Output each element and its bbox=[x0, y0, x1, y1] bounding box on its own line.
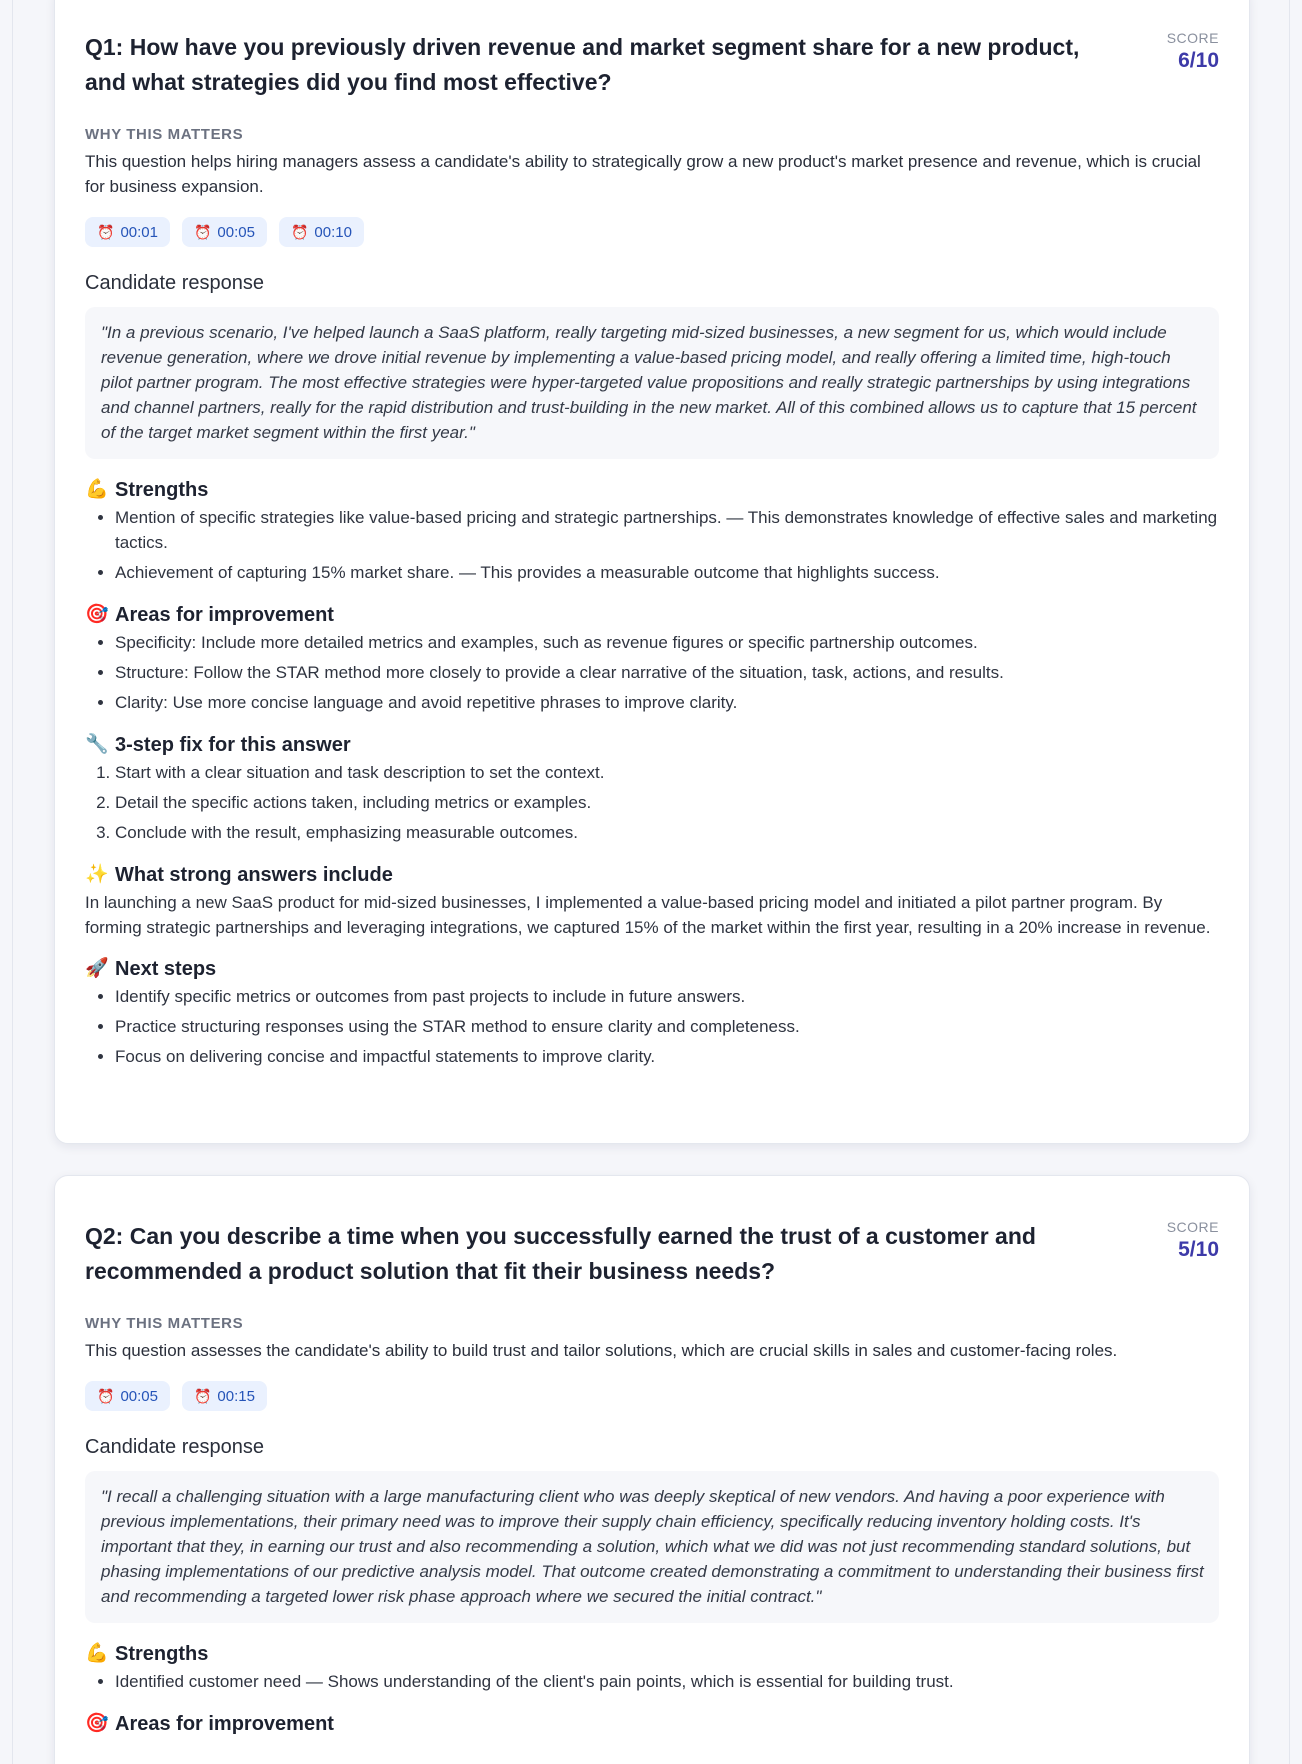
candidate-response-quote: "I recall a challenging situation with a large manufacturing client who was deeply skeptical of new vendors. And having a poor experience with previous implementations, their primary need was to improve their supply chain efficiency, specifically reducing inventory holding costs. It's important that they, in earning our trust and also recommending a solution, which what we did was not just recommending standard solutions, but phasing implementations of our predictive analysis model. That outcome created demonstrating a commitment to understanding their business first and recommending a targeted lower risk phase approach where we secured the initial contract." bbox=[85, 1471, 1219, 1623]
strengths-list bbox=[85, 505, 1219, 585]
improvement-heading bbox=[85, 602, 1219, 628]
next-steps-label: Next steps bbox=[115, 958, 217, 980]
question-title: Q1: How have you previously driven revenue and market segment share for a new product, and what strategies did you find most effective? bbox=[85, 34, 1080, 95]
list-item: 3. Conclude with the result, emphasizing measurable outcomes. bbox=[115, 820, 1219, 845]
candidate-response-label: Candidate response bbox=[85, 1436, 265, 1458]
timestamp-value: 00:05 bbox=[120, 1387, 158, 1405]
list-item: • Focus on delivering concise and impactful statements to improve clarity. bbox=[115, 1044, 1219, 1069]
score-value: 6/10 bbox=[1178, 49, 1219, 72]
left-gutter-line bbox=[12, 0, 13, 1764]
list-item: • Clarity: Use more concise language and avoid repetitive phrases to improve clarity. bbox=[115, 690, 1219, 715]
score-label: SCORE bbox=[1166, 30, 1219, 46]
list-item: • Achievement of capturing 15% market share. — This provides a measurable outcome that highlights success. bbox=[115, 560, 1219, 585]
alarm-clock-icon: ⏰ bbox=[97, 223, 115, 240]
wrench-icon: 🔧 bbox=[85, 734, 109, 755]
strong-answers-label: What strong answers include bbox=[115, 864, 393, 886]
timestamp-chips bbox=[85, 217, 1219, 247]
why-this-matters-text: This question helps hiring managers assess a candidate's ability to strategically grow a new product's market presence and revenue, which is crucial for business expansion. bbox=[85, 152, 1201, 196]
improvement-list bbox=[85, 630, 1219, 715]
fix-label: 3-step fix for this answer bbox=[115, 734, 351, 756]
list-item: • Mention of specific strategies like value-based pricing and strategic partnerships. — This demonstrates knowledge of effective sales and marketing tactics. bbox=[115, 505, 1219, 555]
why-this-matters-label: WHY THIS MATTERS bbox=[85, 1315, 244, 1332]
timestamp-value: 00:15 bbox=[217, 1387, 255, 1405]
target-icon: 🎯 bbox=[85, 604, 109, 625]
score-label: SCORE bbox=[1166, 1219, 1219, 1235]
fix-steps-list bbox=[85, 760, 1219, 845]
alarm-clock-icon: ⏰ bbox=[193, 223, 212, 240]
question-card-2 bbox=[54, 1175, 1250, 1764]
alarm-clock-icon: ⏰ bbox=[290, 223, 309, 240]
timestamp-value: 00:01 bbox=[120, 223, 158, 241]
why-this-matters-label: WHY THIS MATTERS bbox=[85, 126, 244, 143]
strengths-heading bbox=[85, 477, 1219, 503]
score-block bbox=[1167, 29, 1219, 75]
alarm-clock-icon: ⏰ bbox=[193, 1387, 212, 1404]
improvement-label: Areas for improvement bbox=[115, 1713, 334, 1735]
timestamp-chip[interactable] bbox=[182, 1381, 267, 1411]
next-steps-heading bbox=[85, 956, 1219, 982]
list-item: • Identified customer need — Shows understanding of the client's pain points, which is essential for building trust. bbox=[115, 1669, 1219, 1694]
right-gutter-line bbox=[1289, 0, 1290, 1764]
rocket-icon: 🚀 bbox=[85, 958, 109, 979]
strong-answers-text: In launching a new SaaS product for mid-sized businesses, I implemented a value-based pricing model and initiated a pilot partner program. By forming strategic partnerships and leveraging integrations, we captured 15% of the market within the first year, resulting in a 20% increase in revenue. bbox=[85, 893, 1211, 937]
timestamp-chip[interactable] bbox=[279, 217, 364, 247]
alarm-clock-icon: ⏰ bbox=[97, 1387, 115, 1404]
timestamp-value: 00:05 bbox=[217, 223, 255, 241]
question-header bbox=[85, 1176, 1219, 1289]
list-item: • Structure: Follow the STAR method more closely to provide a clear narrative of the situation, task, actions, and results. bbox=[115, 660, 1219, 685]
strengths-heading bbox=[85, 1641, 1219, 1667]
strong-answers-heading bbox=[85, 862, 1219, 888]
score-block bbox=[1167, 1218, 1219, 1264]
list-item: 1. Start with a clear situation and task description to set the context. bbox=[115, 760, 1219, 785]
list-item: • Practice structuring responses using the STAR method to ensure clarity and completeness. bbox=[115, 1014, 1219, 1039]
question-card-1 bbox=[54, 0, 1250, 1144]
improvement-label: Areas for improvement bbox=[115, 604, 334, 626]
timestamp-value: 00:10 bbox=[314, 223, 352, 241]
next-steps-list bbox=[85, 984, 1219, 1069]
timestamp-chip[interactable] bbox=[182, 217, 267, 247]
improvement-heading bbox=[85, 1711, 1219, 1737]
strengths-label: Strengths bbox=[115, 1643, 209, 1665]
candidate-response-quote: "In a previous scenario, I've helped launch a SaaS platform, really targeting mid-sized businesses, a new segment for us, which would include revenue generation, where we drove initial revenue by implementing a value-based pricing model, and really offering a limited time, high-touch pilot partner program. The most effective strategies were hyper-targeted value propositions and really strategic partnerships by using integrations and channel partners, really for the rapid distribution and trust-building in the new market. All of this combined allows us to capture that 15 percent of the target market segment within the first year." bbox=[85, 307, 1219, 459]
candidate-response-label: Candidate response bbox=[85, 272, 265, 294]
flexed-biceps-icon: 💪 bbox=[85, 1643, 109, 1664]
list-item: 2. Detail the specific actions taken, including metrics or examples. bbox=[115, 790, 1219, 815]
question-header bbox=[85, 0, 1219, 100]
question-title: Q2: Can you describe a time when you successfully earned the trust of a customer and recommended a product solution that fit their business needs? bbox=[85, 1223, 1036, 1284]
score-value: 5/10 bbox=[1178, 1238, 1219, 1261]
flexed-biceps-icon: 💪 bbox=[85, 479, 109, 500]
timestamp-chip[interactable] bbox=[85, 1381, 170, 1411]
fix-heading bbox=[85, 732, 1219, 758]
target-icon: 🎯 bbox=[85, 1713, 109, 1734]
why-this-matters-text: This question assesses the candidate's ability to build trust and tailor solutions, which are crucial skills in sales and customer-facing roles. bbox=[85, 1341, 1118, 1360]
timestamp-chips bbox=[85, 1381, 1219, 1411]
list-item: • Identify specific metrics or outcomes from past projects to include in future answers. bbox=[115, 984, 1219, 1009]
timestamp-chip[interactable] bbox=[85, 217, 170, 247]
list-item: • Specificity: Include more detailed metrics and examples, such as revenue figures or specific partnership outcomes. bbox=[115, 630, 1219, 655]
strengths-list bbox=[85, 1669, 1219, 1694]
sparkles-icon: ✨ bbox=[85, 864, 109, 885]
strengths-label: Strengths bbox=[115, 479, 209, 501]
